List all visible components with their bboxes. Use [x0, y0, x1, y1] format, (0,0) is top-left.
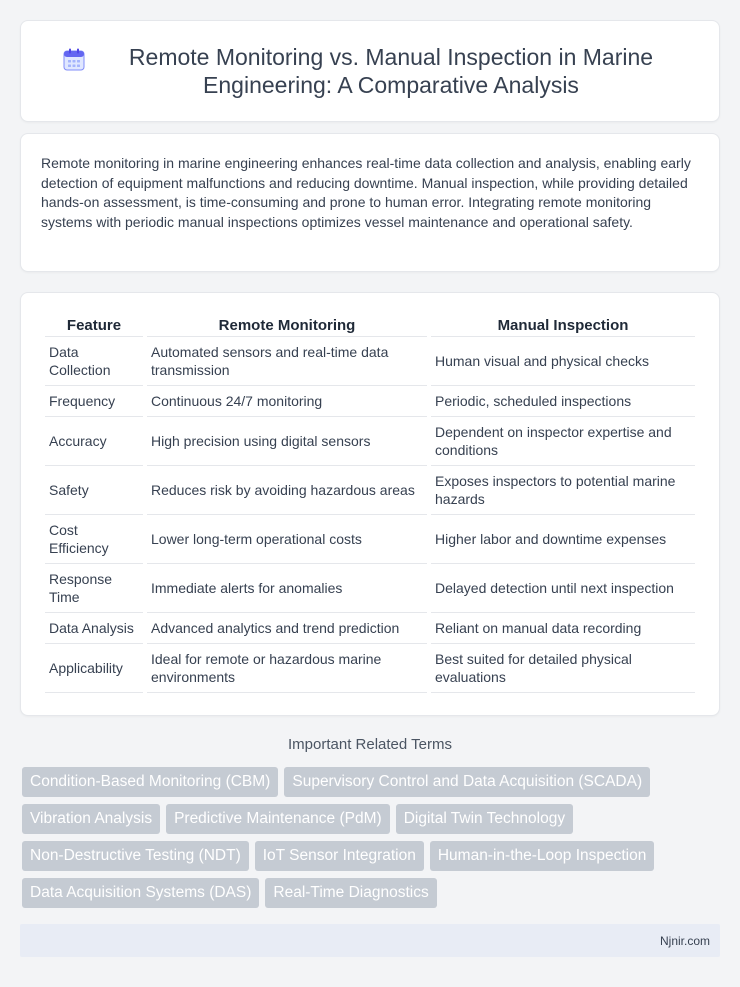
calendar-icon	[61, 47, 87, 73]
table-row	[45, 515, 695, 564]
table-cell-manual: Higher labor and downtime expenses	[431, 515, 695, 564]
related-term-tag[interactable]: Non-Destructive Testing (NDT)	[22, 841, 249, 871]
table-row	[45, 337, 695, 386]
footer	[20, 924, 720, 957]
summary-text: Remote monitoring in marine engineering enhances real-time data collection and analysis, enabling early detection of equipment malfunctions and reducing downtime. Manual inspection, while providing detailed hands-on assessment, is time-consuming and prone to human error. Integrating remote monitoring systems with periodic manual inspections optimizes vessel maintenance and operational safety.	[41, 155, 691, 230]
table-cell-feature: Cost Efficiency	[45, 515, 143, 564]
table-cell-manual: Periodic, scheduled inspections	[431, 386, 695, 417]
related-term-tag[interactable]: Predictive Maintenance (PdM)	[166, 804, 390, 834]
table-cell-remote: Ideal for remote or hazardous marine environments	[147, 644, 427, 693]
related-term-tag[interactable]: Human-in-the-Loop Inspection	[430, 841, 655, 871]
related-term-tag[interactable]: Real-Time Diagnostics	[265, 878, 436, 908]
footer-brand: Njnir.com	[659, 933, 710, 948]
table-row	[45, 613, 695, 644]
table-cell-feature: Data Analysis	[45, 613, 143, 644]
related-term-tag[interactable]: Data Acquisition Systems (DAS)	[22, 878, 259, 908]
table-cell-manual: Dependent on inspector expertise and conditions	[431, 417, 695, 466]
table-row	[45, 386, 695, 417]
table-cell-manual: Human visual and physical checks	[431, 337, 695, 386]
table-cell-remote: Immediate alerts for anomalies	[147, 564, 427, 613]
table-cell-feature: Applicability	[45, 644, 143, 693]
table-cell-manual: Reliant on manual data recording	[431, 613, 695, 644]
related-terms-title: Important Related Terms	[288, 736, 452, 753]
related-term-tag[interactable]: Digital Twin Technology	[396, 804, 573, 834]
header-card	[20, 20, 720, 122]
page-title: Remote Monitoring vs. Manual Inspection in Marine Engineering: A Comparative Analysis	[128, 44, 654, 98]
related-term-tag[interactable]: IoT Sensor Integration	[255, 841, 424, 871]
comparison-table	[41, 313, 699, 693]
table-cell-feature: Safety	[45, 466, 143, 515]
column-header-manual: Manual Inspection	[431, 313, 695, 337]
table-cell-feature: Frequency	[45, 386, 143, 417]
table-row	[45, 564, 695, 613]
related-term-tag[interactable]: Vibration Analysis	[22, 804, 160, 834]
comparison-table-card	[20, 292, 720, 716]
table-cell-manual: Best suited for detailed physical evaluations	[431, 644, 695, 693]
column-header-feature: Feature	[45, 313, 143, 337]
related-term-tag[interactable]: Condition-Based Monitoring (CBM)	[22, 767, 278, 797]
related-term-tag[interactable]: Supervisory Control and Data Acquisition (SCADA)	[284, 767, 650, 797]
table-cell-remote: High precision using digital sensors	[147, 417, 427, 466]
table-cell-remote: Automated sensors and real-time data transmission	[147, 337, 427, 386]
summary-card	[20, 133, 720, 272]
table-row	[45, 644, 695, 693]
table-cell-manual: Delayed detection until next inspection	[431, 564, 695, 613]
table-row	[45, 417, 695, 466]
table-header-row	[45, 313, 695, 337]
table-cell-remote: Reduces risk by avoiding hazardous areas	[147, 466, 427, 515]
table-cell-feature: Response Time	[45, 564, 143, 613]
table-cell-feature: Accuracy	[45, 417, 143, 466]
table-row	[45, 466, 695, 515]
table-cell-remote: Continuous 24/7 monitoring	[147, 386, 427, 417]
table-cell-remote: Lower long-term operational costs	[147, 515, 427, 564]
related-terms-list	[22, 767, 722, 915]
table-cell-feature: Data Collection	[45, 337, 143, 386]
table-cell-remote: Advanced analytics and trend prediction	[147, 613, 427, 644]
column-header-remote: Remote Monitoring	[147, 313, 427, 337]
table-cell-manual: Exposes inspectors to potential marine hazards	[431, 466, 695, 515]
